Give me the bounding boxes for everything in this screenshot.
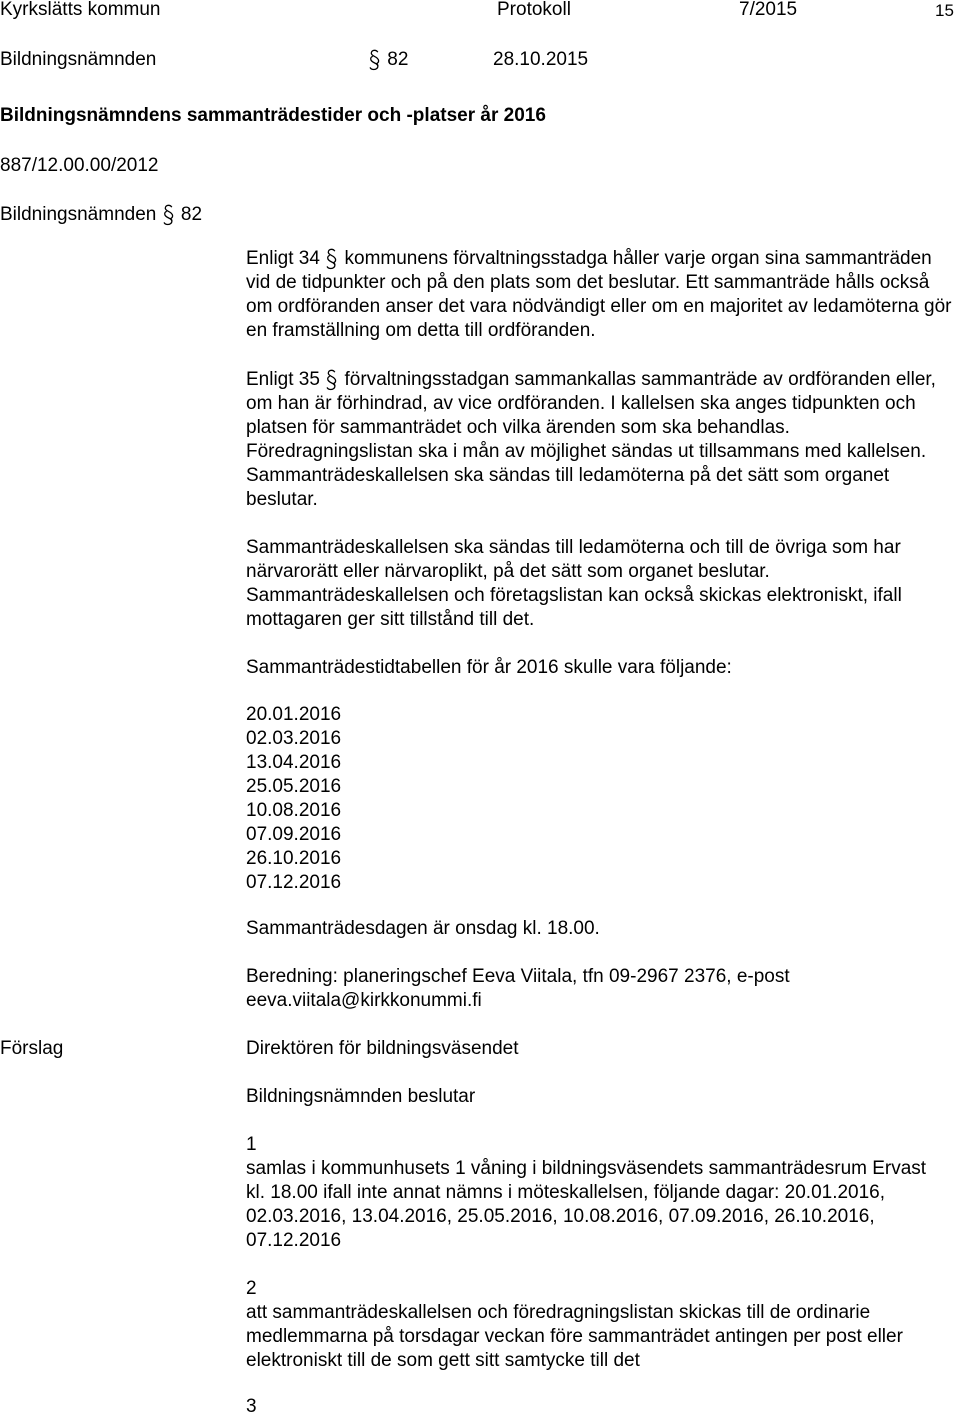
handling-body-name: Bildningsnämnden — [0, 204, 157, 225]
handling-section-number: 82 — [180, 204, 203, 225]
paragraph-2 — [246, 368, 958, 512]
paragraph-2-lead: Enligt 35 — [246, 369, 320, 390]
paragraph-1-lead: Enligt 34 — [246, 248, 320, 269]
page-title: Bildningsnämndens sammanträdestider och -platser år 2016 — [0, 105, 546, 126]
municipality-name: Kyrkslätts kommun — [0, 0, 161, 20]
meta-body: Bildningsnämnden — [0, 49, 157, 70]
protocol-number: 7/2015 — [739, 0, 798, 20]
meta-date: 28.10.2015 — [493, 49, 589, 70]
decision-item-text: samlas i kommunhusets 1 våning i bildningsväsendets sammanträdesrum Ervast kl. 18.00 ifall inte annat nämns i möteskallelsen, följande dagar: 20.01.2016, 02.03.2016, 13.04.2016, 25.05.2016, 10.08.2016, 07.09.2016, 26.10.2016, 07.12.2016 — [246, 1158, 927, 1251]
proposal-label: Förslag — [0, 1038, 64, 1059]
paragraph-3: Sammanträdeskallelsen ska sändas till ledamöterna och till de övriga som har närvarorätt eller närvaroplikt, på det sätt som organet beslutar. Sammanträdeskallelsen och företagslistan kan också skickas elektroniskt, ifall mottagaren ger sitt tillstånd till det. — [246, 537, 902, 630]
schedule-intro: Sammanträdestidtabellen för år 2016 skulle vara följande: — [246, 657, 732, 678]
meeting-date: 07.09.2016 — [246, 824, 342, 845]
decision-heading: Bildningsnämnden beslutar — [246, 1086, 476, 1107]
paragraph-2-body: förvaltningsstadgan sammankallas sammanträde av ordföranden eller, om han är förhindrad, av vice ordföranden. I kallelsen ska anges tidpunkten och platsen för sammanträdet och vilka ärenden som ska behandlas. Föredragningslistan ska i mån av möjlighet sändas ut tillsammans med kallelsen. Sammanträdeskallelsen ska sändas till ledamöterna på det sätt som organet beslutar. — [246, 369, 936, 510]
decision-item-text: att sammanträdeskallelsen och föredragningslistan skickas till de ordinarie medlemmarna på torsdagar veckan före sammanträdet antingen per post eller elektroniskt till de som gett sitt samtycke till det — [246, 1302, 903, 1371]
reference-number: 887/12.00.00/2012 — [0, 155, 159, 176]
handling-body — [0, 203, 202, 227]
meeting-date: 10.08.2016 — [246, 800, 342, 821]
meeting-date: 02.03.2016 — [246, 728, 342, 749]
meeting-date: 07.12.2016 — [246, 872, 342, 893]
meeting-date: 26.10.2016 — [246, 848, 342, 869]
proposal-by: Direktören för bildningsväsendet — [246, 1038, 519, 1059]
paragraph-1-body: kommunens förvaltningsstadga håller varje organ sina sammanträden vid de tidpunkter och på den plats som det beslutar. Ett sammanträde hålls också om ordföranden anser det vara nödvändigt eller om en majoritet av ledamöterna gör en framställning om detta till ordföranden. — [246, 248, 952, 341]
section-sign-icon — [325, 247, 339, 271]
meeting-date: 25.05.2016 — [246, 776, 342, 797]
decision-item-number: 1 — [246, 1134, 257, 1155]
meeting-date: 13.04.2016 — [246, 752, 342, 773]
document-type: Protokoll — [497, 0, 571, 20]
preparation-contact: Beredning: planeringschef Eeva Viitala, tfn 09-2967 2376, e-post eeva.viitala@kirkkonummi.fi — [246, 966, 790, 1011]
decision-item-number: 2 — [246, 1278, 257, 1299]
section-sign-icon — [325, 368, 339, 392]
meta-section-number: 82 — [387, 49, 409, 70]
section-sign-icon — [162, 203, 176, 227]
section-sign-icon — [368, 48, 382, 72]
decision-item-number: 3 — [246, 1396, 257, 1417]
meeting-date: 20.01.2016 — [246, 704, 342, 725]
page-number: 15 — [935, 1, 954, 20]
meeting-dates-list — [246, 703, 341, 895]
paragraph-1 — [246, 247, 958, 343]
meta-section — [368, 48, 408, 72]
meeting-weekday: Sammanträdesdagen är onsdag kl. 18.00. — [246, 918, 600, 939]
